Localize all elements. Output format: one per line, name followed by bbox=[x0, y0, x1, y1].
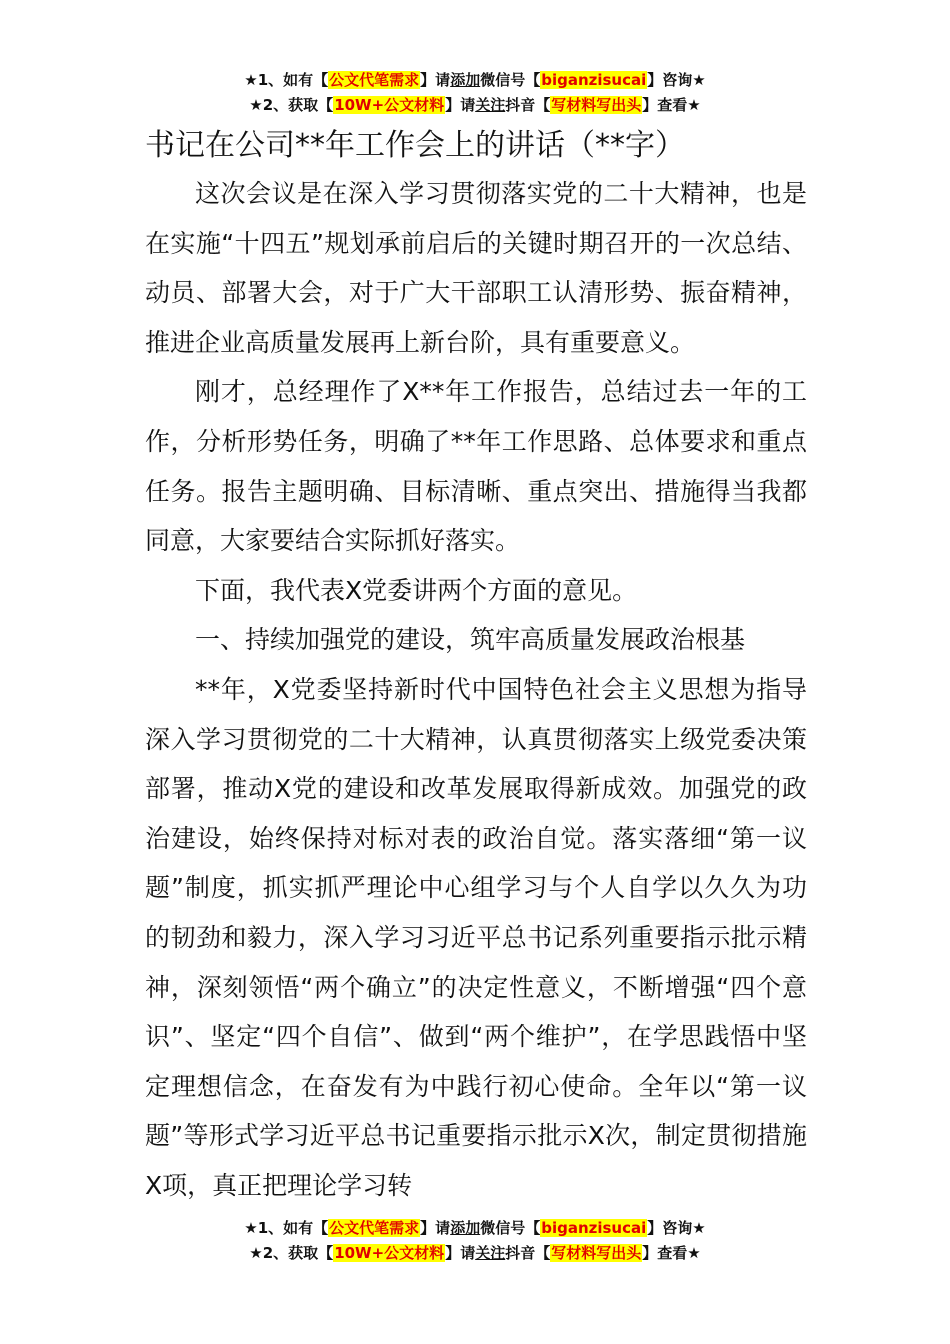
document-body bbox=[145, 123, 807, 1210]
promo-highlight: 公文代笔需求 bbox=[329, 1219, 420, 1237]
promo-line-1 bbox=[0, 1216, 950, 1241]
promo-text: 】查看★ bbox=[642, 1244, 701, 1262]
promo-highlight: 写材料写出头 bbox=[551, 96, 642, 114]
promo-text: 】请 bbox=[445, 1244, 476, 1262]
paragraph: **年，X党委坚持新时代中国特色社会主义思想为指导深入学习贯彻党的二十大精神，认真贯彻落实上级党委决策部署，推动X党的建设和改革发展取得新成效。加强党的政治建设，始终保持对标对表的政治自觉。落实落细“第一议题”制度，抓实抓严理论中心组学习与个人自学以久久为功的韧劲和毅力，深入学习习近平总书记系列重要指示批示精神，深刻领悟“两个确立”的决定性意义，不断增强“四个意识”、坚定“四个自信”、做到“两个维护”，在学思践悟中坚定理想信念，在奋发有为中践行初心使命。全年以“第一议题”等形式学习近平总书记重要指示批示X次，制定贯彻措施X项，真正把理论学习转 bbox=[145, 674, 807, 1200]
promo-highlight: 公文代笔需求 bbox=[329, 71, 420, 89]
promo-line-2 bbox=[0, 1241, 950, 1266]
paragraph: 下面，我代表X党委讲两个方面的意见。 bbox=[195, 575, 638, 605]
promo-text: 】查看★ bbox=[642, 96, 701, 114]
promo-text: 】请 bbox=[445, 96, 476, 114]
promo-highlight: 10W+公文材料 bbox=[334, 1244, 445, 1262]
promo-line-1 bbox=[0, 68, 950, 93]
promo-text: 抖音【 bbox=[505, 96, 551, 114]
promo-text: ★1、如有【 bbox=[244, 1219, 329, 1237]
promo-text: 微信号【 bbox=[480, 1219, 541, 1237]
promo-text: ★2、获取【 bbox=[249, 96, 334, 114]
section-heading: 一、持续加强党的建设，筑牢高质量发展政治根基 bbox=[195, 625, 746, 655]
promo-text: ★1、如有【 bbox=[244, 71, 329, 89]
paragraph: 这次会议是在深入学习贯彻落实党的二十大精神，也是在实施“十四五”规划承前启后的关键时期召开的一次总结、动员、部署大会，对于广大干部职工认清形势、振奋精神，推进企业高质量发展再上新台阶，具有重要意义。 bbox=[145, 179, 807, 357]
promo-text: 】请 bbox=[420, 1219, 451, 1237]
promo-text: 微信号【 bbox=[480, 71, 541, 89]
promo-highlight: biganzisucai bbox=[541, 1219, 647, 1237]
promo-text: ★2、获取【 bbox=[249, 1244, 334, 1262]
promo-underlined: 关注 bbox=[475, 1244, 506, 1262]
promo-highlight: biganzisucai bbox=[541, 71, 647, 89]
paragraph: 刚才，总经理作了X**年工作报告，总结过去一年的工作，分析形势任务，明确了**年工作思路、总体要求和重点任务。报告主题明确、目标清晰、重点突出、措施得当我都同意，大家要结合实际抓好落实。 bbox=[145, 377, 807, 556]
bottom-promo-banner bbox=[0, 1216, 950, 1266]
document-title: 书记在公司**年工作会上的讲话（**字） bbox=[145, 128, 685, 163]
promo-line-2 bbox=[0, 93, 950, 118]
promo-text: 】咨询★ bbox=[647, 1219, 706, 1237]
promo-highlight: 10W+公文材料 bbox=[334, 96, 445, 114]
promo-text: 】请 bbox=[420, 71, 451, 89]
promo-underlined: 添加 bbox=[450, 71, 481, 89]
top-promo-banner bbox=[0, 68, 950, 118]
promo-text: 抖音【 bbox=[505, 1244, 551, 1262]
promo-highlight: 写材料写出头 bbox=[551, 1244, 642, 1262]
promo-underlined: 关注 bbox=[475, 96, 506, 114]
promo-underlined: 添加 bbox=[450, 1219, 481, 1237]
promo-text: 】咨询★ bbox=[647, 71, 706, 89]
